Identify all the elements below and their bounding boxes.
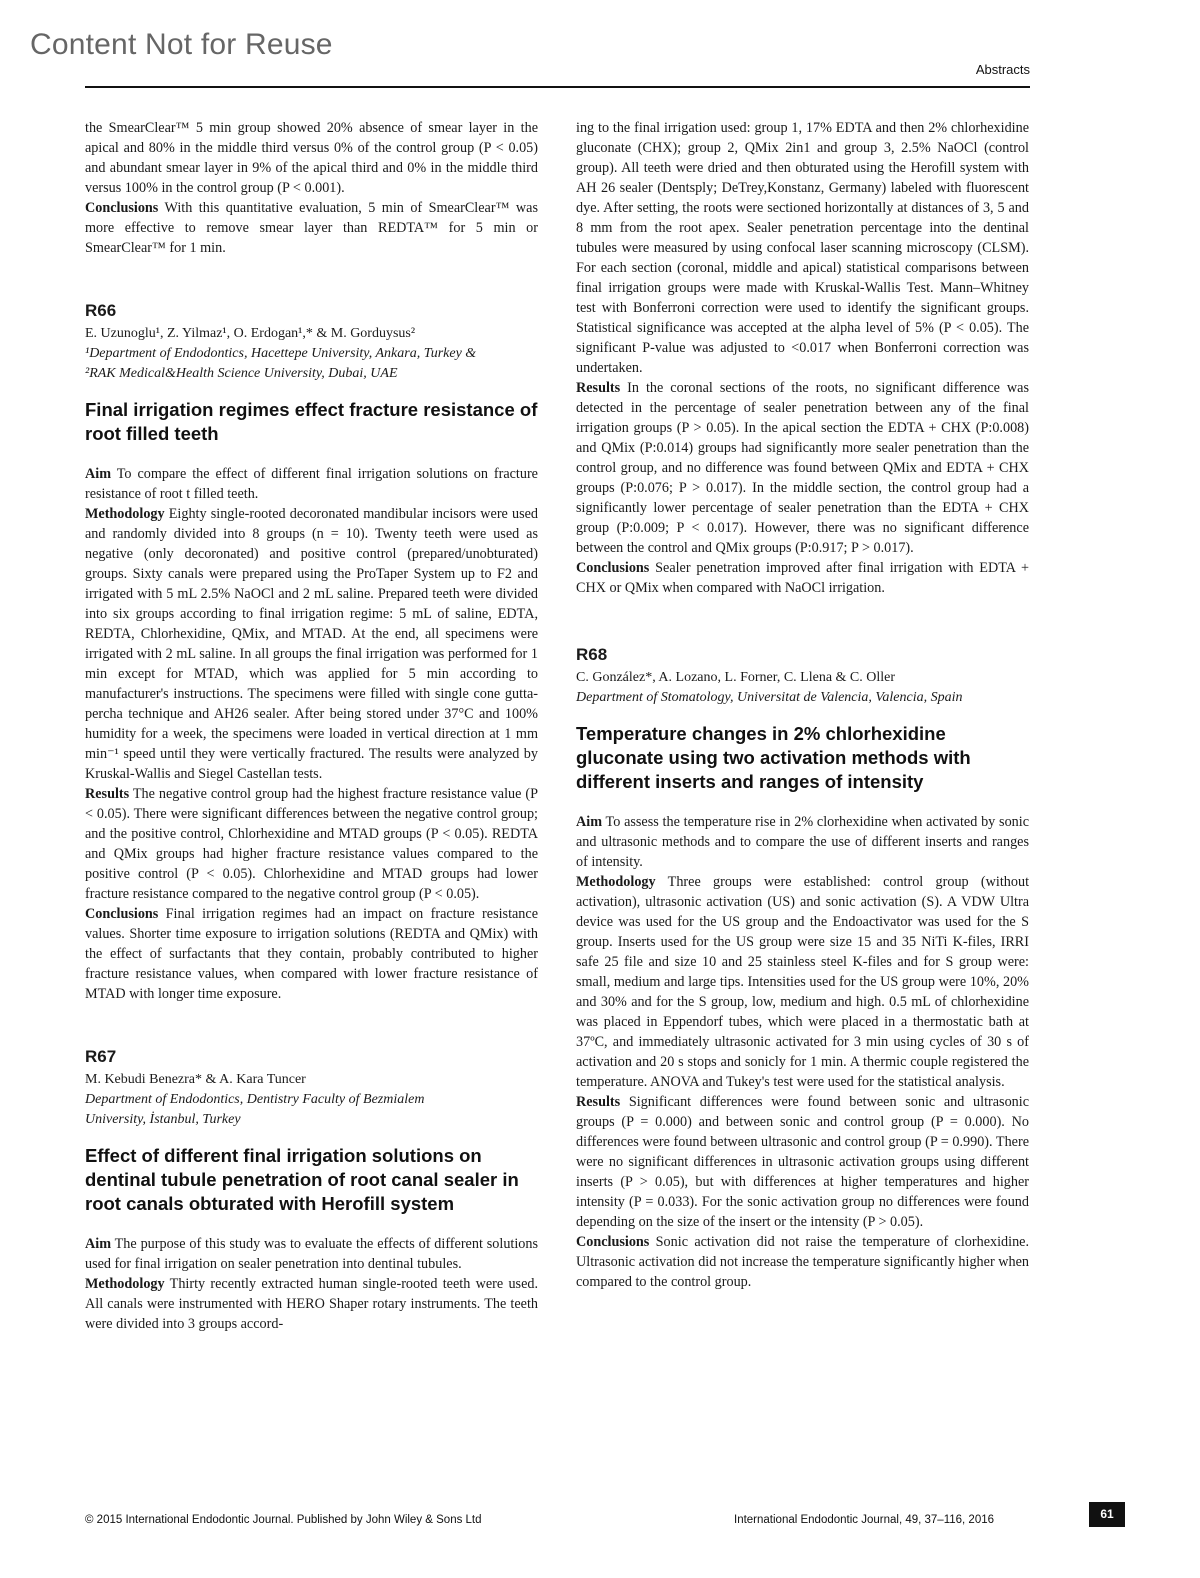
authors: E. Uzunoglu¹, Z. Yilmaz¹, O. Erdogan¹,* & M. Gorduysus² bbox=[85, 326, 416, 341]
section-label: Aim bbox=[85, 1236, 112, 1252]
left-column bbox=[85, 118, 538, 1334]
section-text: Final irrigation regimes had an impact on fracture resistance values. Shorter time exposure to irrigation solutions (REDTA and QMix) with the effect of surfactants that they contain, probably contributed to higher fracture resistance values, when compared with lower fracture resistance of MTAD with longer time exposure. bbox=[85, 906, 538, 1002]
abstract-r67 bbox=[85, 1046, 538, 1334]
section-label: Conclusions bbox=[576, 560, 650, 576]
affiliation: University, İstanbul, Turkey bbox=[85, 1112, 241, 1127]
affiliation: ²RAK Medical&Health Science University, Dubai, UAE bbox=[85, 366, 398, 381]
authors: C. González*, A. Lozano, L. Forner, C. Llena & C. Oller bbox=[576, 670, 896, 685]
section-text: Thirty recently extracted human single-rooted teeth were used. All canals were instrumented with HERO Shaper rotary instruments. The teeth were divided into 3 groups accord- bbox=[85, 1276, 539, 1332]
affiliation: Department of Endodontics, Dentistry Faculty of Bezmialem bbox=[85, 1092, 425, 1107]
affiliation: ¹Department of Endodontics, Hacettepe University, Ankara, Turkey & bbox=[85, 346, 477, 361]
section-text: Significant differences were found between sonic and ultrasonic groups (P = 0.000) and between sonic and control group (P = 0.000). No differences were found between ultrasonic and control group (P = 0.990). There were no significant differences in ultrasonic activation groups using different inserts (P > 0.05), but with differences at higher temperatures and higher intensity (P = 0.033). For the sonic activation group no differences were found depending on the size of the insert or the intensity (P > 0.05). bbox=[576, 1094, 1030, 1230]
section-label: Aim bbox=[576, 814, 603, 830]
section-text: To compare the effect of different final irrigation solutions on fracture resistance of root t filled teeth. bbox=[85, 466, 538, 502]
section-label: Conclusions bbox=[576, 1234, 650, 1250]
authors: M. Kebudi Benezra* & A. Kara Tuncer bbox=[85, 1072, 306, 1087]
methodology-paragraph bbox=[576, 872, 1029, 1092]
continued-paragraph: the SmearClear™ 5 min group showed 20% absence of smear layer in the apical and 80% in the middle third versus 0% of the control group (P < 0.05) and abundant smear layer in 9% of the apical third and 0% in the middle third versus 100% in the control group (P < 0.001). bbox=[85, 120, 538, 196]
section-text: Sealer penetration improved after final irrigation with EDTA + CHX or QMix when compared with NaOCl irrigation. bbox=[576, 560, 1030, 596]
results-paragraph bbox=[576, 1092, 1029, 1232]
section-label: Results bbox=[576, 380, 621, 396]
section-label: Results bbox=[85, 786, 130, 802]
abstract-r68 bbox=[576, 644, 1029, 1292]
abstract-title: Temperature changes in 2% chlorhexidine gluconate using two activation methods with different inserts and ranges of intensity bbox=[576, 723, 971, 792]
section-text: Sonic activation did not raise the temperature of clorhexidine. Ultrasonic activation did not increase the temperature significantly higher when compared to the control group. bbox=[576, 1234, 1030, 1290]
methodology-paragraph bbox=[85, 504, 538, 784]
abstract-title: Effect of different final irrigation solutions on dentinal tubule penetration of root canal sealer in root canals obturated with Herofill system bbox=[85, 1145, 519, 1214]
abstract-title: Final irrigation regimes effect fracture resistance of root filled teeth bbox=[85, 399, 538, 444]
section-label: Results bbox=[576, 1094, 621, 1110]
watermark: Content Not for Reuse bbox=[30, 28, 333, 61]
section-label: Aim bbox=[85, 466, 112, 482]
section-label: Methodology bbox=[576, 874, 656, 890]
affiliation: Department of Stomatology, Universitat de Valencia, Valencia, Spain bbox=[576, 690, 963, 705]
section-text: To assess the temperature rise in 2% clorhexidine when activated by sonic and ultrasonic methods and to compare the use of different inserts and ranges of intensity. bbox=[576, 814, 1030, 870]
abstract-r66 bbox=[85, 300, 538, 1004]
abstract-id: R66 bbox=[85, 301, 117, 320]
conclusions-paragraph bbox=[576, 1232, 1029, 1292]
section-text: Eighty single-rooted decoronated mandibular incisors were used and randomly divided into 8 groups (n = 10). Twenty teeth were used as negative (only decoronated) and positive control (prepared/unobturated) groups. Sixty canals were prepared using the ProTaper System up to F2 and irrigated with 5 mL 2.5% NaOCl and 2 mL saline. Prepared teeth were divided into six groups according to final irrigation regime: 5 mL of saline, EDTA, REDTA, Chlorhexidine, QMix, and MTAD. At the end, all specimens were irrigated with 2 mL saline. In all groups the final irrigation was performed for 1 min except for MTAD, which was applied for 5 min according to manufacturer's instructions. The specimens were filled with single cone gutta-percha technique and AH26 sealer. After being stored under 37°C and 100% humidity for a week, the specimens were loaded in vertical direction at 1 mm min⁻¹ speed until they were vertically fractured. The results were analyzed by Kruskal-Wallis and Siegel Castellan tests. bbox=[85, 506, 538, 782]
section-label: Methodology bbox=[85, 1276, 165, 1292]
section-label: Methodology bbox=[85, 506, 165, 522]
conclusions-paragraph bbox=[85, 904, 538, 1004]
results-paragraph bbox=[576, 378, 1029, 558]
running-head: Abstracts bbox=[975, 62, 1030, 77]
right-column bbox=[576, 118, 1029, 1292]
footer-journal-citation: International Endodontic Journal, 49, 37–116, 2016 bbox=[734, 1514, 995, 1526]
aim-paragraph bbox=[85, 464, 538, 504]
aim-paragraph bbox=[576, 812, 1029, 872]
r67-continued: ing to the final irrigation used: group 1, 17% EDTA and then 2% chlorhexidine gluconate (CHX); group 2, QMix 2in1 and group 3, 2.5% NaOCl (control group). All teeth were dried and then obturated using the Herofill system with AH 26 sealer (Dentsply; DeTrey,Konstanz, Germany) labeled with fluorescent dye. After setting, the roots were sectioned horizontally at distances of 3, 5 and 8 mm from the root apex. Sealer penetration percentage into the dentinal tubules were measured by using confocal laser scanning microscopy (CLSM). For each section (coronal, middle and apical) statistical comparisons between final irrigation groups were made with Kruskal-Wallis Test. Mann–Whitney test with Bonferroni correction were used to identify the significant groups. Statistical significance was accepted at the alpha level of 5% (P < 0.05). The significant P-value was adjusted to <0.017 when Bonferroni correction was undertaken. bbox=[576, 120, 1029, 376]
section-text: The purpose of this study was to evaluate the effects of different solutions used for final irrigation on sealer penetration into dentinal tubules. bbox=[85, 1236, 539, 1272]
abstract-id: R68 bbox=[576, 645, 608, 664]
header-rule bbox=[85, 86, 1030, 88]
section-text: With this quantitative evaluation, 5 min of SmearClear™ was more effective to remove smear layer than REDTA™ for 5 min or SmearClear™ for 1 min. bbox=[85, 200, 538, 256]
conclusions-paragraph bbox=[576, 558, 1029, 598]
section-text: The negative control group had the highest fracture resistance value (P < 0.05). There were significant differences between the negative control group; and the positive control, Chlorhexidine and MTAD groups (P < 0.05). REDTA and QMix groups had higher fracture resistance values compared to the positive control (P < 0.05). Chlorhexidine and MTAD groups had lower fracture resistance compared to the negative control group (P < 0.05). bbox=[85, 786, 538, 902]
section-label: Conclusions bbox=[85, 906, 159, 922]
section-text: In the coronal sections of the roots, no significant difference was detected in the percentage of sealer penetration between any of the final irrigation groups (P > 0.05). In the apical section the EDTA + CHX (P:0.008) and QMix (P:0.014) groups had significantly more sealer penetration than the control group, and no difference was found between QMix and EDTA + CHX groups (P:0.076; P > 0.017). In the middle section, the control group had a significantly lower percentage of sealer penetration than the EDTA + CHX group (P:0.009; P < 0.017). However, there was no significant difference between the control and QMix groups (P:0.917; P > 0.017). bbox=[576, 380, 1029, 556]
abstract-id: R67 bbox=[85, 1047, 117, 1066]
aim-paragraph bbox=[85, 1234, 538, 1274]
footer-copyright: © 2015 International Endodontic Journal. Published by John Wiley & Sons Ltd bbox=[85, 1514, 482, 1526]
continued-conclusions bbox=[85, 198, 538, 258]
results-paragraph bbox=[85, 784, 538, 904]
methodology-paragraph bbox=[85, 1274, 538, 1334]
section-label: Conclusions bbox=[85, 200, 159, 216]
page-number: 61 bbox=[1089, 1502, 1125, 1527]
section-text: Three groups were established: control group (without activation), ultrasonic activation (US) and sonic activation (S). A VDW Ultra device was used for the US group and the Endoactivator was used for the S group. Inserts used for the US group were size 15 and 35 NiTi K-files, IRRI safe 25 file and size 10 and 25 stainless steel K-files and for S group were: small, medium and large tips. Intensities used for the US group were 10%, 20% and 30% and for the S group, low, medium and high. 0.5 mL of chlorhexidine was placed in Eppendorf tubes, which were placed in a thermostatic bath at 37ºC, and immediately ultrasonic activated for 3 min using cycles of 30 s of activation and 20 s stops and sonicly for 1 min. A thermic couple registered the temperature. ANOVA and Tukey's test were used for the statistical analysis. bbox=[576, 874, 1030, 1090]
